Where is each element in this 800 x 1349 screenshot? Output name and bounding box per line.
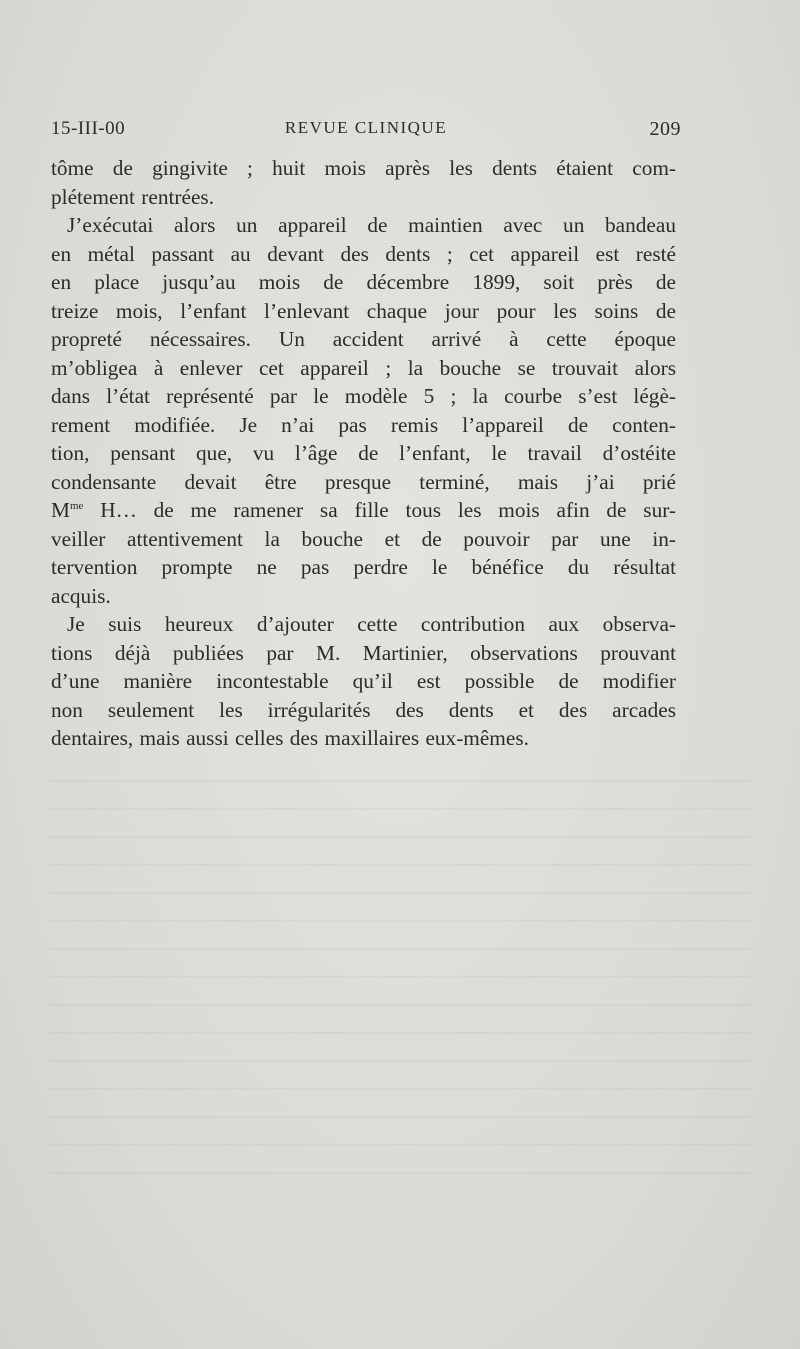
text-line: m’obligea à enlever cet appareil ; la bouche se trouvait alors (51, 355, 676, 380)
text-line: treize mois, l’enfant l’enlevant chaque jour pour les soins de (51, 298, 676, 323)
text-line: veiller attentivement la bouche et de pouvoir par une in- (51, 526, 676, 551)
text-line: dans l’état représenté par le modèle 5 ; la courbe s’est légè- (51, 384, 676, 408)
show-through-texture (50, 760, 750, 1180)
text-line: en place jusqu’au mois de décembre 1899, soit près de (51, 270, 676, 294)
text-line: d’une manière incontestable qu’il est possible de modifier (51, 669, 676, 693)
text-line: propreté nécessaires. Un accident arrivé à cette époque (51, 327, 676, 351)
text-line: condensante devait être presque terminé, mais j’ai prié (51, 469, 676, 494)
text-line: tôme de gingivite ; huit mois après les dents étaient com- (51, 156, 676, 180)
body-text (51, 154, 676, 753)
text-line-with-title: $M^{me}$ H… de me ramener sa fille tous les mois afin de sur- (51, 498, 676, 522)
text-line: dentaires, mais aussi celles des maxillaires eux-mêmes. (51, 726, 529, 750)
text-line: rement modifiée. Je n’ai pas remis l’appareil de conten- (51, 412, 676, 437)
text-line: tions déjà publiées par M. Martinier, observations prouvant (51, 640, 676, 665)
text-line: tion, pensant que, vu l’âge de l’enfant, le travail d’ostéite (51, 441, 676, 465)
title-superscript: me (69, 500, 84, 512)
text-line: en métal passant au devant des dents ; cet appareil est resté (51, 241, 676, 266)
text-line: Je suis heureux d’ajouter cette contribution aux observa- (67, 612, 676, 636)
text-line: J’exécutai alors un appareil de maintien avec un bandeau (67, 213, 676, 237)
text-line: acquis. (51, 583, 111, 608)
running-head (51, 118, 681, 144)
title-abbreviation: $M^{me}$ (51, 498, 84, 522)
text-line: tervention prompte ne pas perdre le bénéfice du résultat (51, 555, 676, 579)
text-line: non seulement les irrégularités des dents et des arcades (51, 697, 676, 722)
journal-section-title: REVUE CLINIQUE (284, 118, 448, 137)
text-line: plétement rentrées. (51, 184, 215, 209)
page-number: 209 (649, 118, 681, 140)
issue-date: 15-III-00 (51, 118, 126, 139)
